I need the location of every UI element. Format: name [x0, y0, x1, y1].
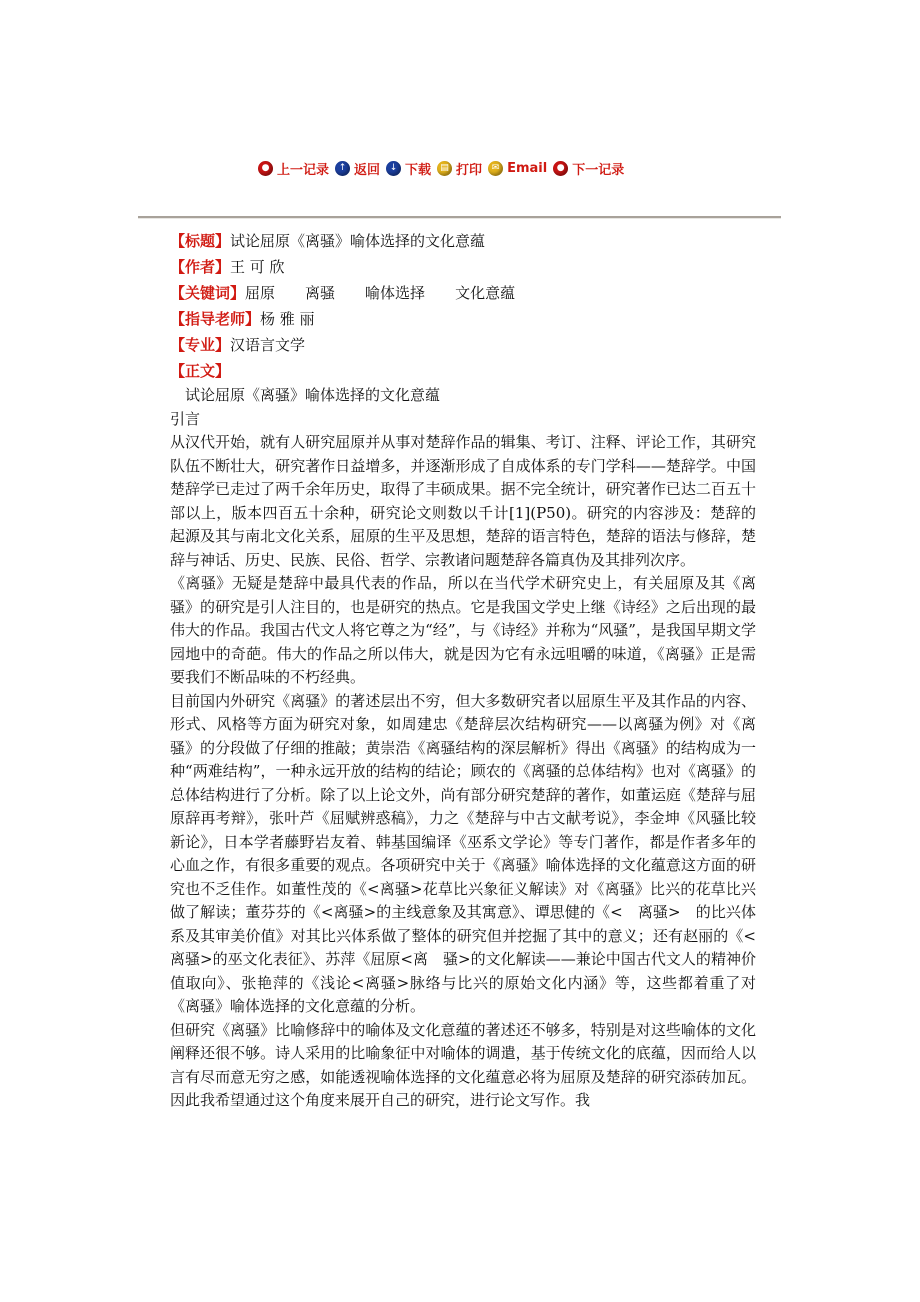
title-label: 【标题】 — [170, 232, 231, 250]
next-record-icon: ● — [553, 161, 568, 176]
title-value: 试论屈原《离骚》喻体选择的文化意蕴 — [230, 232, 486, 250]
meta-body-row — [170, 358, 230, 384]
major-value: 汉语言文学 — [230, 336, 306, 354]
back-icon: ↑ — [335, 161, 350, 176]
email-icon: ✉ — [488, 161, 503, 176]
email-button[interactable] — [488, 161, 547, 176]
print-icon: ▤ — [437, 161, 452, 176]
meta-keywords-row — [170, 280, 545, 306]
body-paragraph: 从汉代开始，就有人研究屈原并从事对楚辞作品的辑集、考订、注释、评论工作，其研究队伍不断壮大，研究著作日益增多，并逐渐形成了自成体系的专门学科——楚辞学。中国楚辞学已走过了两千余年历史，取得了丰硕成果。据不完全统计，研究著作已达二百五十部以上，版本四百五十余种，研究论文则数以千计[1](P50)。研究的内容涉及：楚辞的起源及其与南北文化关系，屈原的生平及思想，楚辞的语言特色，楚辞的语法与修辞，楚辞与神话、历史、民族、民俗、哲学、宗教诸问题楚辞各篇真伪及其排列次序。 — [170, 433, 756, 569]
back-label: 返回 — [354, 162, 381, 178]
email-label: Email — [507, 160, 548, 176]
print-label: 打印 — [456, 162, 483, 178]
next-record-button[interactable] — [553, 159, 624, 178]
keyword: 文化意蕴 — [455, 284, 516, 302]
print-button[interactable] — [437, 159, 482, 178]
download-icon: ↓ — [386, 161, 401, 176]
record-toolbar — [258, 156, 630, 180]
download-button[interactable] — [386, 159, 431, 178]
author-value: 王 可 欣 — [230, 258, 285, 276]
advisor-value: 杨 雅 丽 — [260, 310, 315, 328]
meta-advisor-row — [170, 306, 315, 332]
author-label: 【作者】 — [170, 258, 231, 276]
prev-record-button[interactable] — [258, 159, 329, 178]
body-paragraph: 《离骚》无疑是楚辞中最具代表的作品，所以在当代学术研究史上，有关屈原及其《离骚》的研究是引人注目的，也是研究的热点。它是我国文学史上继《诗经》之后出现的最伟大的作品。我国古代文人将它尊之为“经”，与《诗经》并称为“风骚”，是我国早期文学园地中的奇葩。伟大的作品之所以伟大，就是因为它有永远咀嚼的味道，《离骚》正是需要我们不断品味的不朽经典。 — [170, 574, 756, 686]
keywords-label: 【关键词】 — [170, 284, 246, 302]
body-paragraph: 但研究《离骚》比喻修辞中的喻体及文化意蕴的著述还不够多，特别是对这些喻体的文化阐释还很不够。诗人采用的比喻象征中对喻体的调遣，基于传统文化的底蕴，因而给人以言有尽而意无穷之感，如能透视喻体选择的文化蕴意必将为屈原及楚辞的研究添砖加瓦。因此我希望通过这个角度来展开自己的研究，进行论文写作。我 — [170, 1020, 756, 1109]
meta-major-row — [170, 332, 305, 358]
article-body — [170, 384, 756, 1113]
prev-record-icon: ● — [258, 161, 273, 176]
keyword: 屈原 — [245, 284, 276, 302]
keyword: 喻体选择 — [365, 284, 426, 302]
next-record-label: 下一记录 — [572, 162, 625, 178]
prev-record-label: 上一记录 — [277, 162, 330, 178]
header-divider — [138, 216, 781, 219]
download-label: 下载 — [405, 162, 432, 178]
meta-title-row — [170, 228, 485, 254]
major-label: 【专业】 — [170, 336, 231, 354]
keyword: 离骚 — [305, 284, 336, 302]
meta-author-row — [170, 254, 285, 280]
body-paragraph: 目前国内外研究《离骚》的著述层出不穷，但大多数研究者以屈原生平及其作品的内容、形式、风格等方面为研究对象，如周建忠《楚辞层次结构研究——以离骚为例》对《离骚》的分段做了仔细的推敲；黄崇浩《离骚结构的深层解析》得出《离骚》的结构成为一种“两难结构”，一种永远开放的结构的结论；顾农的《离骚的总体结构》也对《离骚》的总体结构进行了分析。除了以上论文外，尚有部分研究楚辞的著作，如董运庭《楚辞与屈原辞再考辩》，张叶芦《屈赋辨惑稿》，力之《楚辞与中古文献考说》，李金坤《风骚比较新论》，日本学者藤野岩友着、韩基国编译《巫系文学论》等专门著作，都是作者多年的心血之作，有很多重要的观点。各项研究中关于《离骚》喻体选择的文化蕴意这方面的研究也不乏佳作。如董性茂的《<离骚>花草比兴象征义解读》对《离骚》比兴的花草比兴做了解读；董芬芬的《<离骚>的主线意象及其寓意》、谭思健的《< 离骚> 的比兴体系及其审美价值》对其比兴体系做了整体的研究但并挖掘了其中的意义；还有赵丽的《<离骚>的巫文化表征》、苏萍《屈原<离 骚>的文化解读——兼论中国古代文人的精神价值取向》、张艳萍的《浅论<离骚>脉络与比兴的原始文化内涵》等，这些都着重了对《离骚》喻体选择的文化意蕴的分析。 — [170, 691, 756, 1015]
intro-heading: 引言 — [170, 409, 201, 428]
article-title: 试论屈原《离骚》喻体选择的文化意蕴 — [185, 386, 441, 404]
back-button[interactable] — [335, 159, 380, 178]
body-label: 【正文】 — [170, 362, 231, 380]
advisor-label: 【指导老师】 — [170, 310, 261, 328]
